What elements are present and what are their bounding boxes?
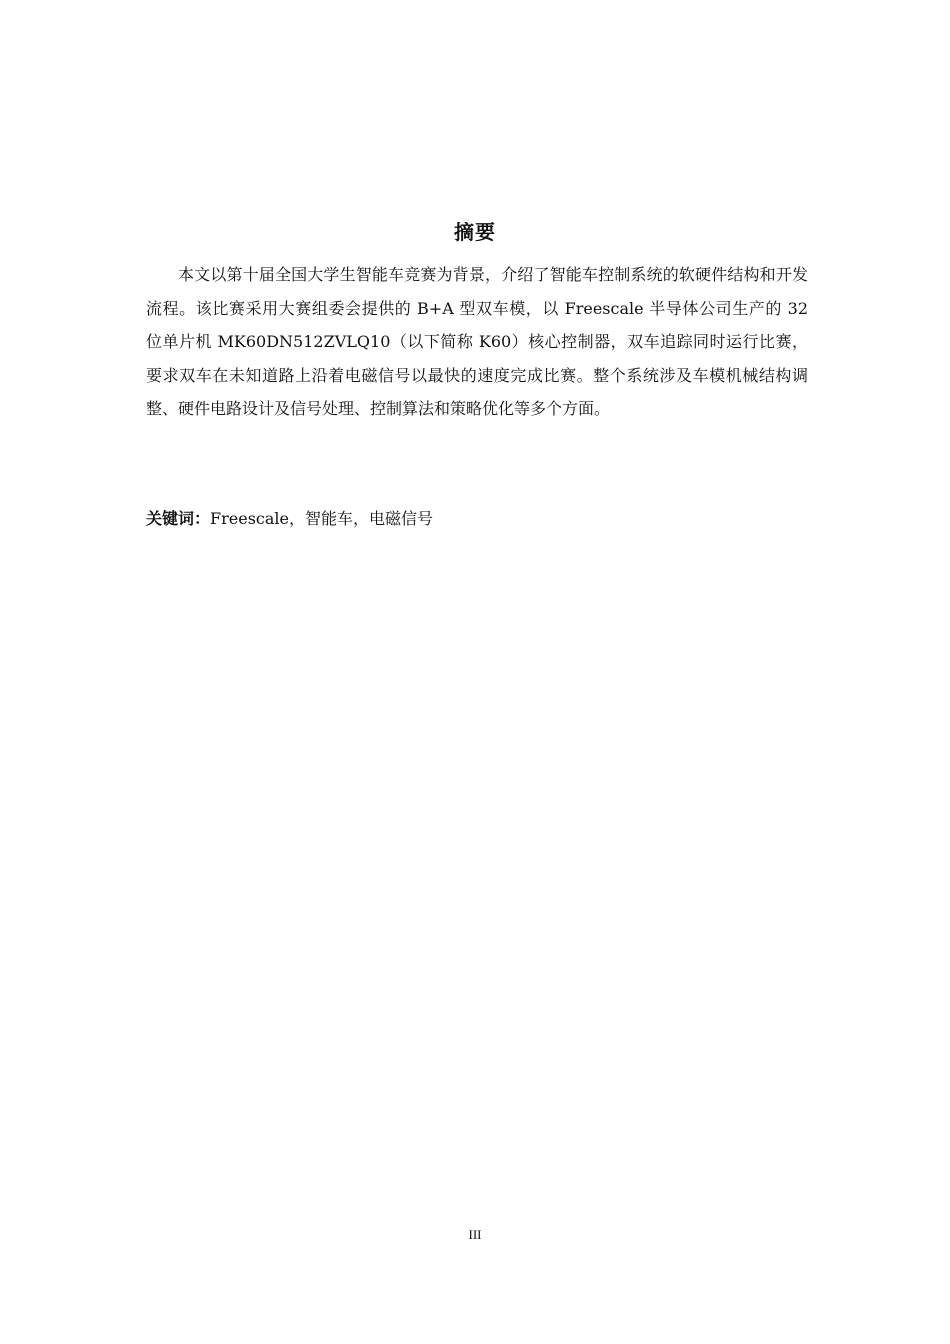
page-number: III: [468, 1227, 482, 1242]
keywords-line: [146, 506, 808, 532]
keywords-value: Freescale，智能车，电磁信号: [210, 509, 434, 528]
abstract-body: [146, 258, 808, 426]
abstract-paragraph: 本文以第十届全国大学生智能车竞赛为背景，介绍了智能车控制系统的软硬件结构和开发流程。该比赛采用大赛组委会提供的 B+A 型双车模，以 Freescale 半导体公司生产的 32 位单片机 MK60DN512ZVLQ10（以下简称 K60）核心控制器，双车追踪同时运行比赛，要求双车在未知道路上沿着电磁信号以最快的速度完成比赛。整个系统涉及车模机械结构调整、硬件电路设计及信号处理、控制算法和策略优化等多个方面。: [146, 265, 808, 418]
keywords-label: 关键词：: [146, 509, 211, 528]
abstract-title: 摘要: [454, 220, 496, 244]
